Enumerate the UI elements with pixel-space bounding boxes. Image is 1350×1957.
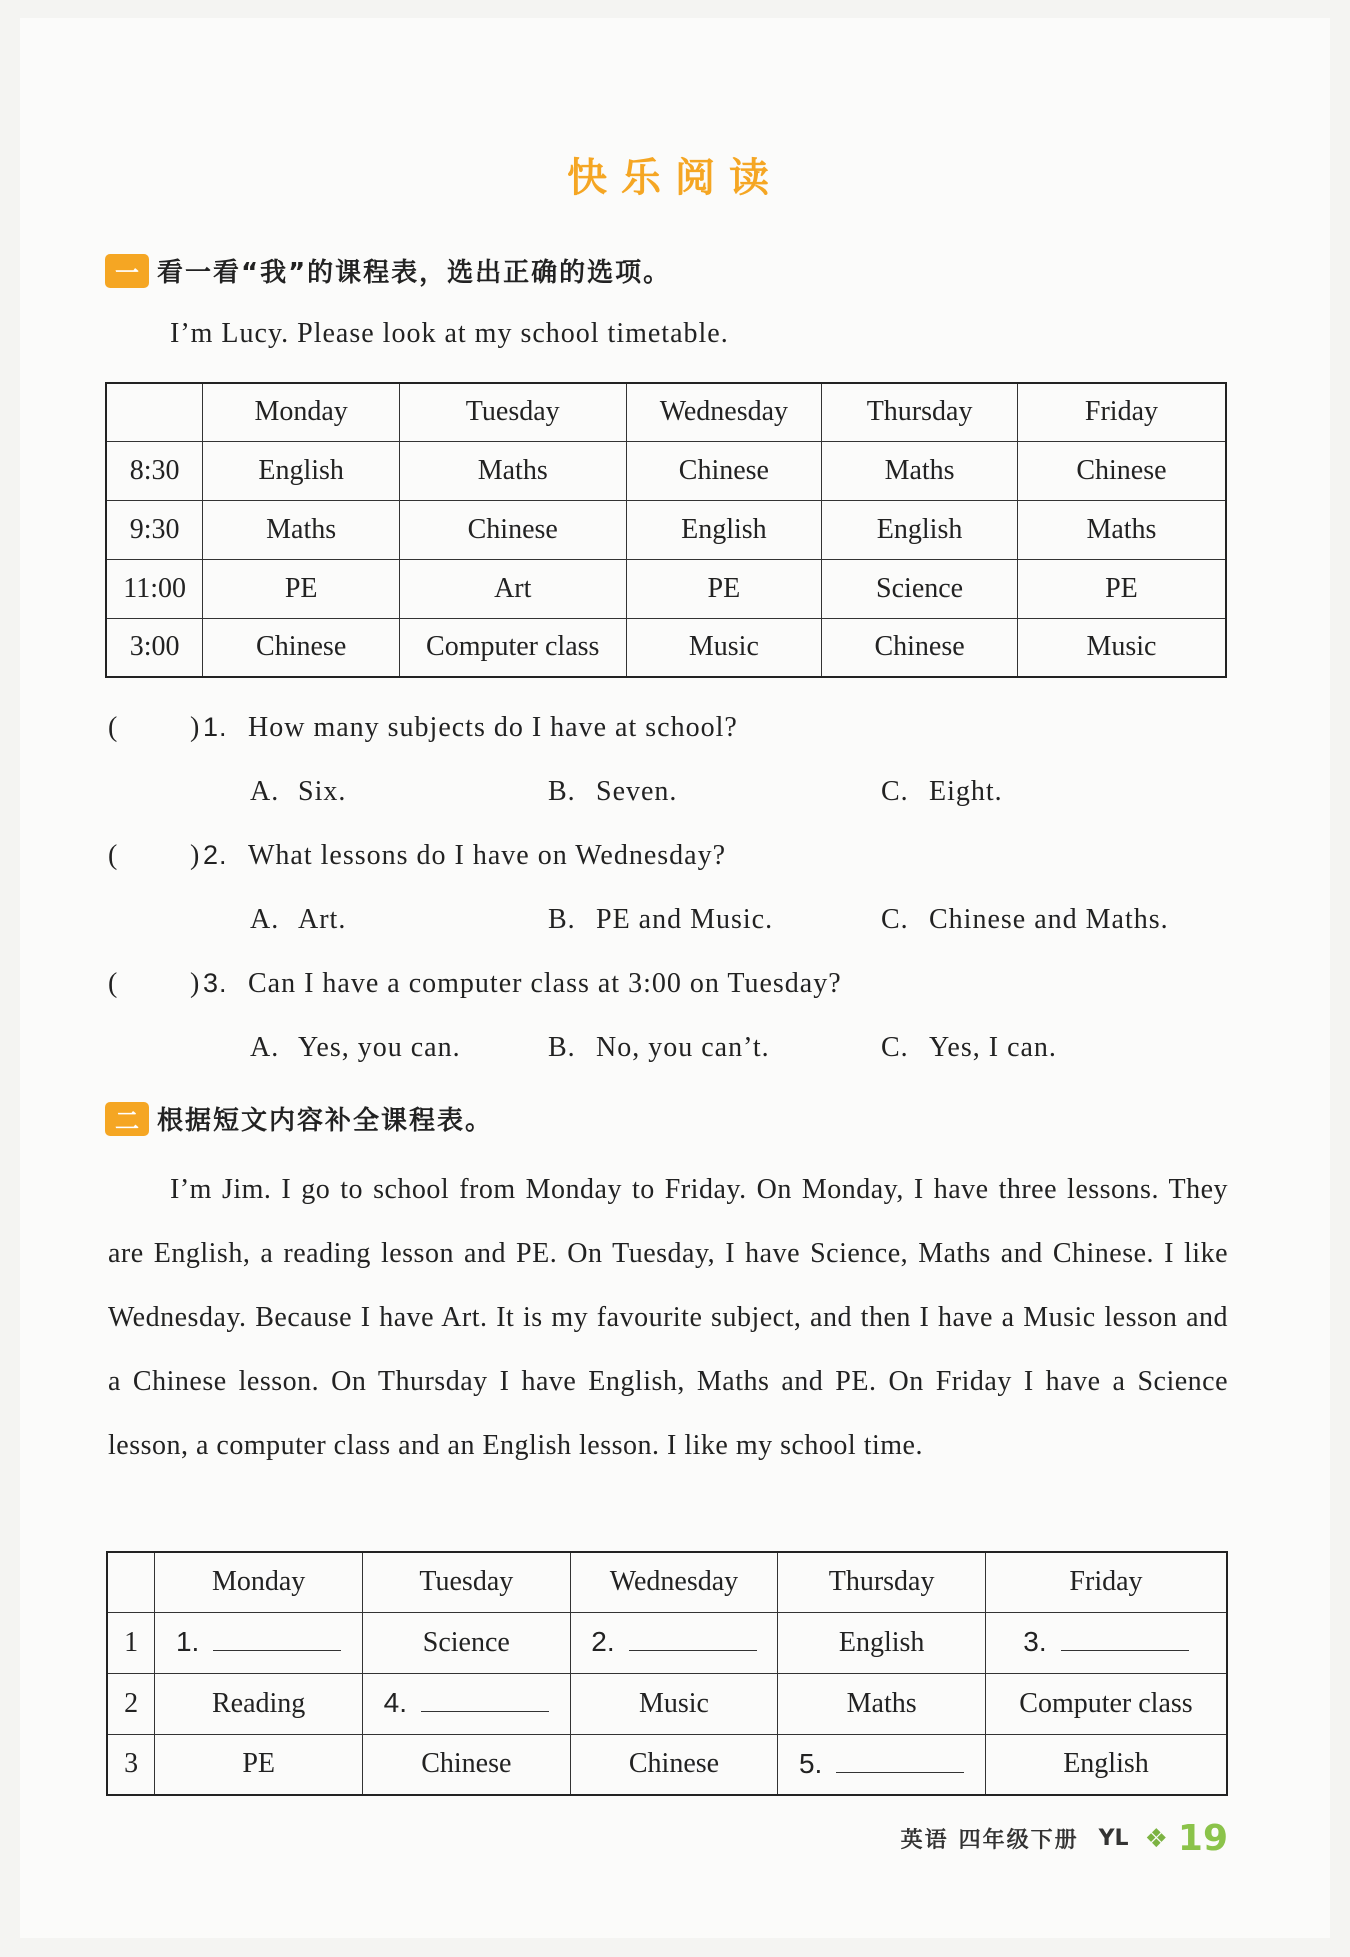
time-cell: 8:30: [106, 441, 203, 500]
header-cell: Tuesday: [399, 383, 626, 441]
option-b[interactable]: [548, 1032, 770, 1064]
table-cell: Chinese: [626, 441, 822, 500]
table-row: [107, 1673, 1227, 1734]
option-a[interactable]: [250, 1032, 461, 1064]
answer-paren-left[interactable]: (: [108, 712, 119, 743]
header-cell: Monday: [155, 1552, 363, 1612]
blank-number: 1.: [175, 1626, 200, 1657]
table-header-row: [107, 1552, 1227, 1612]
footer-grade: 四年级下册: [958, 1828, 1079, 1853]
blank-line[interactable]: [629, 1628, 757, 1651]
blank-number: 5.: [798, 1747, 823, 1779]
table-cell: Music: [1017, 618, 1226, 677]
blank-cell-2[interactable]: [570, 1612, 778, 1673]
blank-line[interactable]: [836, 1750, 964, 1773]
answer-paren-left[interactable]: (: [108, 968, 119, 999]
answer-paren-right: ): [190, 968, 201, 999]
section-1-header: [105, 252, 671, 289]
header-cell: [106, 383, 203, 441]
reading-passage: [108, 1158, 1228, 1478]
blank-cell-1[interactable]: [155, 1612, 363, 1673]
table-cell: English: [626, 500, 822, 559]
table-row: [106, 441, 1226, 500]
table-row: [106, 500, 1226, 559]
blank-cell-3[interactable]: [985, 1612, 1227, 1673]
option-text: Six.: [298, 776, 347, 807]
table-cell: Chinese: [362, 1734, 570, 1795]
option-letter: A.: [250, 776, 280, 807]
section-1-intro: I’m Lucy. Please look at my school timetable.: [170, 318, 729, 349]
header-cell: Friday: [1017, 383, 1226, 441]
table-cell: Maths: [1017, 500, 1226, 559]
table-cell: Computer class: [985, 1673, 1227, 1734]
option-letter: B.: [548, 904, 576, 935]
section-1-badge: 一: [105, 254, 149, 288]
table-cell: Maths: [399, 441, 626, 500]
blank-cell-4[interactable]: [362, 1673, 570, 1734]
blank-number: 2.: [591, 1626, 615, 1657]
option-b[interactable]: [548, 904, 773, 936]
section-2-badge: 二: [105, 1102, 149, 1136]
footer-subject: 英语: [900, 1828, 949, 1853]
question-text: Can I have a computer class at 3:00 on Tuesday?: [248, 968, 842, 999]
clover-icon: ❖: [1144, 1823, 1168, 1854]
section-2-instruction: 根据短文内容补全课程表。: [157, 1106, 494, 1136]
table-cell: Chinese: [570, 1734, 778, 1795]
table-cell: Reading: [155, 1673, 363, 1734]
option-letter: A.: [250, 904, 280, 935]
table-cell: Music: [570, 1673, 778, 1734]
row-label: 3: [107, 1734, 155, 1795]
option-text: Art.: [298, 904, 347, 935]
option-letter: C.: [881, 1032, 909, 1063]
table-cell: PE: [626, 559, 822, 618]
page-number: 19: [1177, 1818, 1228, 1859]
option-c[interactable]: [881, 1032, 1057, 1064]
option-letter: C.: [881, 776, 909, 807]
table-cell: Computer class: [399, 618, 626, 677]
header-cell: [107, 1552, 155, 1612]
table-header-row: [106, 383, 1226, 441]
option-text: PE and Music.: [596, 904, 774, 935]
header-cell: Thursday: [822, 383, 1018, 441]
table-row: [107, 1734, 1227, 1795]
table-cell: Chinese: [1017, 441, 1226, 500]
header-cell: Monday: [203, 383, 400, 441]
option-text: Yes, I can.: [929, 1032, 1057, 1063]
timetable-lucy: [105, 382, 1227, 678]
blank-cell-5[interactable]: [778, 1734, 986, 1795]
footer-edition: YL: [1098, 1826, 1129, 1851]
answer-paren-right: ): [190, 712, 201, 743]
table-cell: PE: [203, 559, 400, 618]
option-text: Chinese and Maths.: [929, 904, 1169, 935]
header-cell: Tuesday: [362, 1552, 570, 1612]
table-cell: Maths: [778, 1673, 986, 1734]
option-c[interactable]: [881, 776, 1003, 808]
option-c[interactable]: [881, 904, 1169, 936]
section-2-header: [105, 1100, 493, 1137]
option-text: Eight.: [929, 776, 1003, 807]
table-cell: Science: [822, 559, 1018, 618]
question-number: 3.: [203, 968, 228, 998]
option-letter: C.: [881, 904, 909, 935]
table-cell: English: [778, 1612, 986, 1673]
table-row: [106, 559, 1226, 618]
row-label: 2: [107, 1673, 155, 1734]
answer-paren-right: ): [190, 840, 201, 871]
table-cell: PE: [155, 1734, 363, 1795]
table-cell: Maths: [822, 441, 1018, 500]
option-text: Yes, you can.: [298, 1032, 461, 1063]
option-text: Seven.: [596, 776, 678, 807]
table-cell: PE: [1017, 559, 1226, 618]
time-cell: 3:00: [106, 618, 203, 677]
option-a[interactable]: [250, 904, 346, 936]
time-cell: 9:30: [106, 500, 203, 559]
option-a[interactable]: [250, 776, 346, 808]
table-cell: Art: [399, 559, 626, 618]
blank-line[interactable]: [1061, 1628, 1189, 1651]
header-cell: Wednesday: [626, 383, 822, 441]
table-cell: Maths: [203, 500, 400, 559]
option-b[interactable]: [548, 776, 677, 808]
row-label: 1: [107, 1612, 155, 1673]
page-footer: [901, 1818, 1228, 1859]
blank-line[interactable]: [421, 1689, 549, 1712]
blank-number: 3.: [1023, 1626, 1047, 1657]
table-cell: Science: [362, 1612, 570, 1673]
timetable-jim: [106, 1551, 1228, 1796]
question-number: 2.: [203, 840, 228, 870]
table-cell: English: [985, 1734, 1227, 1795]
header-cell: Wednesday: [570, 1552, 778, 1612]
option-text: No, you can’t.: [596, 1032, 770, 1063]
section-1-instruction: 看一看“我”的课程表，选出正确的选项。: [157, 258, 672, 288]
table-row: [106, 618, 1226, 677]
table-cell: Chinese: [399, 500, 626, 559]
passage-text: I’m Jim. I go to school from Monday to Friday. On Monday, I have three lessons. They are English, a reading lesson and PE. On Tuesday, I have Science, Maths and Chinese. I like Wednesday. Because I have Art. It is my favourite subject, and then I have a Music lesson and a Chinese lesson. On Thursday I have English, Maths and PE. On Friday I have a Science lesson, a computer class and an English lesson. I like my school time.: [108, 1174, 1228, 1461]
table-row: [107, 1612, 1227, 1673]
table-cell: Chinese: [203, 618, 400, 677]
option-letter: B.: [548, 1032, 576, 1063]
option-letter: A.: [250, 1032, 280, 1063]
table-cell: Music: [626, 618, 822, 677]
answer-paren-left[interactable]: (: [108, 840, 119, 871]
question-text: What lessons do I have on Wednesday?: [248, 840, 726, 871]
table-cell: Chinese: [822, 618, 1018, 677]
table-cell: English: [203, 441, 400, 500]
header-cell: Thursday: [778, 1552, 986, 1612]
question-number: 1.: [203, 712, 228, 742]
option-letter: B.: [548, 776, 576, 807]
time-cell: 11:00: [106, 559, 203, 618]
blank-line[interactable]: [213, 1628, 341, 1651]
question-text: How many subjects do I have at school?: [248, 712, 738, 743]
header-cell: Friday: [985, 1552, 1227, 1612]
table-cell: English: [822, 500, 1018, 559]
blank-number: 4.: [383, 1687, 407, 1718]
page-title: 快乐阅读: [567, 155, 783, 201]
